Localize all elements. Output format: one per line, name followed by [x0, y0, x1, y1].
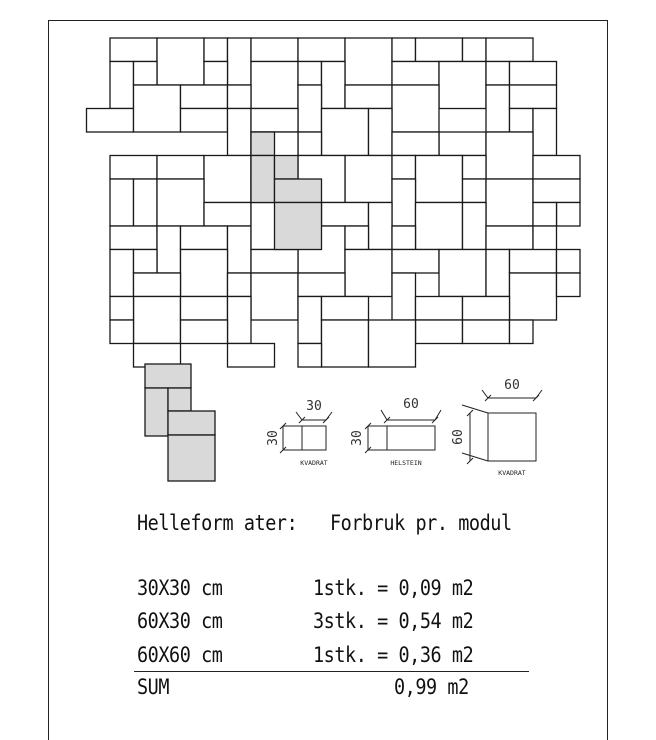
module-tile-60x30-top: [145, 364, 191, 388]
paving-tile: [439, 132, 486, 156]
paving-tile: [228, 344, 275, 368]
paving-tile: [298, 85, 322, 132]
highlighted-paving-tile: [251, 156, 275, 203]
paving-tile: [486, 179, 533, 226]
paving-tile: [392, 273, 416, 320]
row-size-30x30: 30X30 cm: [137, 576, 223, 600]
legend-kvadrat-30x30-shape: [302, 426, 326, 450]
paving-tile: [157, 179, 204, 226]
paving-tile: [134, 250, 158, 274]
paving-tile: [510, 85, 557, 109]
paving-tile: [463, 297, 510, 321]
paving-tile: [416, 297, 463, 321]
paving-tile: [181, 297, 228, 321]
paving-tile: [533, 109, 557, 156]
paving-tile: [322, 297, 369, 321]
paving-tile: [392, 250, 439, 274]
paving-tile: [533, 156, 580, 180]
paving-tile: [110, 320, 134, 344]
paving-tile: [392, 156, 416, 180]
legend-helstein-shape: [387, 426, 435, 450]
row-size-60x30: 60X30 cm: [137, 609, 223, 633]
paving-tile: [392, 38, 416, 62]
paving-tile: [345, 85, 392, 109]
paving-tile: [157, 156, 204, 180]
paving-tile: [251, 109, 298, 133]
legend-kvadrat-60-label: KVADRAT: [498, 469, 526, 477]
legend-helstein-dim-side: 30: [350, 430, 365, 446]
paving-tile: [228, 85, 252, 109]
paving-tile: [416, 320, 463, 344]
paving-tile: [134, 62, 158, 86]
paving-tile: [486, 132, 533, 179]
paving-tile: [298, 38, 345, 62]
table-header-left: Helleform ater:: [137, 511, 298, 535]
paving-tile: [510, 109, 534, 133]
paving-tile: [392, 226, 416, 250]
paving-tile: [557, 250, 581, 274]
highlighted-paving-tile: [251, 132, 275, 156]
highlighted-paving-tile: [275, 156, 299, 180]
paving-tile: [392, 179, 416, 226]
paving-tile: [181, 226, 228, 250]
paving-tile: [110, 38, 157, 62]
row-usage-60x60: 1stk. = 0,36 m2: [313, 643, 474, 667]
paving-tile: [204, 203, 251, 227]
paving-tile: [439, 62, 486, 109]
paving-tile: [298, 297, 322, 344]
paving-tile: [251, 250, 298, 274]
paving-tile: [486, 85, 510, 132]
legend-kvadrat-30-dim-top: 30: [306, 399, 322, 414]
paving-tile: [486, 62, 510, 86]
paving-tile: [228, 273, 252, 297]
paving-tile: [486, 38, 533, 62]
paving-tile: [204, 38, 228, 62]
paving-tile: [228, 226, 252, 273]
paving-tile: [228, 297, 252, 344]
paving-tile: [157, 226, 181, 273]
paving-tile: [392, 132, 439, 156]
paving-tile: [228, 109, 252, 156]
row-usage-30x30: 1stk. = 0,09 m2: [313, 576, 474, 600]
module-illustration: [145, 364, 215, 481]
paving-tile: [463, 38, 487, 62]
paving-tile: [486, 226, 533, 250]
paving-tile: [298, 62, 322, 86]
paving-tile: [322, 320, 369, 367]
paving-tile: [533, 203, 557, 227]
legend-kvadrat-60-dim-top: 60: [504, 378, 520, 393]
legend-kvadrat-60-dim-side: 60: [451, 429, 466, 445]
legend-helstein-60x30: [365, 410, 441, 453]
sum-label: SUM: [137, 675, 170, 699]
legend-helstein-label: HELSTEIN: [390, 459, 422, 467]
paving-tile: [110, 179, 134, 226]
paving-tile: [416, 203, 463, 250]
paving-tile: [557, 273, 581, 297]
paving-tile: [251, 273, 298, 320]
paving-tile: [510, 62, 557, 86]
paving-tile: [345, 250, 392, 297]
legend-kvadrat-30x30: [280, 412, 332, 453]
paving-tile: [416, 156, 463, 203]
paving-tile: [298, 132, 322, 156]
paving-tile: [228, 38, 252, 85]
legend-kvadrat-30-label: KVADRAT: [300, 459, 328, 467]
legend-kvadrat-30-dim-side: 30: [266, 430, 281, 446]
paving-tile: [204, 62, 228, 86]
module-tile-60x30-mid: [168, 388, 191, 411]
row-size-60x60: 60X60 cm: [137, 643, 223, 667]
module-tile-30x30: [145, 388, 168, 436]
sum-divider: [134, 671, 529, 672]
paving-tile: [322, 109, 369, 156]
paving-tile: [369, 109, 393, 156]
module-tile-60x60: [168, 411, 215, 435]
paving-tile: [251, 38, 298, 62]
paving-tile: [322, 203, 369, 227]
paving-tile: [204, 156, 251, 203]
legend-kvadrat-60x60-shape: [488, 413, 536, 461]
row-usage-60x30: 3stk. = 0,54 m2: [313, 609, 474, 633]
paving-tile: [251, 62, 298, 109]
paving-tile: [134, 273, 181, 297]
paving-tiles: [87, 38, 581, 367]
module-tile-60x30-bottom: [168, 435, 215, 481]
sum-value: 0,99 m2: [394, 675, 469, 699]
table-header-right: Forbruk pr. modul: [330, 511, 512, 535]
paving-tile: [110, 156, 157, 180]
paving-tile: [110, 62, 134, 109]
paving-tile: [392, 85, 439, 132]
paving-tile: [510, 250, 557, 274]
paving-tile: [322, 62, 346, 109]
paving-tile: [298, 273, 345, 297]
paving-tile: [181, 109, 228, 133]
paving-tile: [298, 344, 322, 368]
paving-tile: [110, 226, 157, 250]
paving-tile: [463, 179, 487, 203]
paving-tile: [181, 320, 228, 344]
paving-tile: [463, 203, 487, 250]
paving-tile: [486, 250, 510, 297]
paving-tile: [87, 109, 134, 133]
paving-tile: [110, 297, 134, 321]
paving-tile: [533, 179, 580, 203]
paving-tile: [463, 156, 487, 180]
highlighted-paving-tile: [275, 179, 322, 203]
paving-tile: [345, 226, 369, 250]
paving-tile: [510, 320, 534, 344]
legend-kvadrat-60x60: [462, 390, 542, 464]
paving-tile: [369, 203, 393, 250]
paving-tile: [157, 38, 204, 85]
paving-tile: [416, 38, 463, 62]
paving-tile: [510, 273, 557, 320]
paving-tile: [369, 320, 416, 367]
legend-helstein-dim-top: 60: [403, 397, 419, 412]
paving-tile: [345, 156, 392, 203]
paving-tile: [110, 250, 134, 297]
highlighted-paving-tile: [275, 203, 322, 250]
paving-tile: [134, 179, 158, 226]
paving-tile: [181, 85, 228, 109]
paving-tile: [439, 250, 486, 297]
paving-tile: [134, 297, 181, 344]
paving-tile: [134, 85, 181, 132]
paving-tile: [463, 320, 510, 344]
paving-tile: [181, 250, 228, 297]
paving-tile: [392, 62, 439, 86]
paving-tile: [345, 38, 392, 85]
paving-tile: [557, 203, 581, 227]
